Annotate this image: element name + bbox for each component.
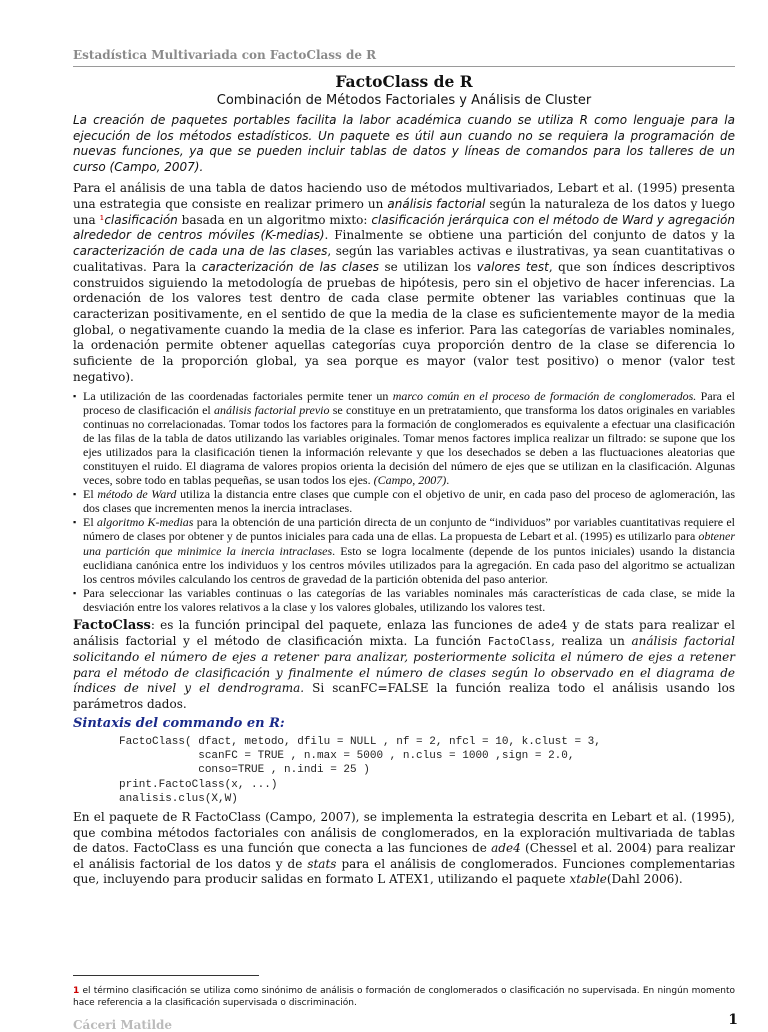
emphasis: marco común en el proceso de formación de conglomerados. <box>392 388 697 403</box>
text-run: se utilizan los <box>379 259 477 274</box>
emphasis: clasificación <box>104 212 178 227</box>
closing-paragraph <box>73 810 735 888</box>
abstract: La creación de paquetes portables facilita la labor académica cuando se utiliza R como lenguaje para la ejecución de los métodos estadísticos. Un paquete es útil aun cuando no se requiera la programación de nuevas funciones, ya que se pueden incluir tablas de datos y líneas de comandos para los talleres de un curso (Campo, 2007). <box>73 113 735 174</box>
footnote-text: el término clasificación se utiliza como sinónimo de análisis o formación de conglomerados o clasificación no supervisada. En ningún momento hace referencia a la clasificación supervisada o discriminación. <box>73 986 735 1008</box>
list-item <box>73 487 735 515</box>
list-item <box>73 389 735 488</box>
code-block <box>119 735 735 806</box>
emphasis: valores test <box>476 259 549 274</box>
footnote <box>73 985 735 1009</box>
text-run: . <box>446 473 450 488</box>
text-run: (Dahl 2006). <box>606 872 683 887</box>
text-run: Para seleccionar las variables continuas o las categorías de las variables nominales más características de cada clase, se mide la desviación entre los valores relativos a la clase y los valores globales, utilizando los valores test. <box>83 585 735 614</box>
emphasis: ade4 <box>491 841 521 856</box>
footnote-rule <box>73 975 259 976</box>
text-run: Para el análisis de una tabla de datos haciendo uso de métodos multivariados, Lebart et al. (1995) presenta una estrategia que consiste en realizar primero un <box>73 181 735 212</box>
code-line: FactoClass( dfact, metodo, dfilu = NULL , nf = 2, nfcl = 10, k.clust = 3, <box>119 736 601 749</box>
text-run: El <box>83 487 98 502</box>
emphasis: análisis factorial solicitando el número de ejes a retener para analizar, posteriormente solicita el número de ejes a retener para el método de clasificación y finalmente el número de clases según lo observado en el diagrama de índices de nivel y el dendrograma. <box>73 633 735 696</box>
code-line: scanFC = TRUE , n.max = 5000 , n.clus = 1000 ,sign = 2.0, <box>119 750 575 763</box>
code-line: analisis.clus(X,W) <box>119 792 238 805</box>
text-run: , según las variables activas e ilustrativas, ya sean cuantitativas o cualitativas. Para la <box>73 244 735 274</box>
text-run: para el análisis de conglomerados. Funciones complementarias que, incluyendo para producir salidas en formato L ATEX1, utilizando el paquete <box>73 856 735 887</box>
page-body <box>73 48 735 888</box>
code-line: conso=TRUE , n.indi = 25 ) <box>119 764 370 777</box>
emphasis: (Campo, 2007) <box>373 473 447 488</box>
intro-paragraph <box>73 181 735 385</box>
document-title: FactoClass de R <box>335 72 473 91</box>
term-factoclass: FactoClass <box>73 618 151 634</box>
emphasis: análisis factorial <box>387 197 486 212</box>
text-run: : es la función principal del paquete, enlaza las funciones de ade4 y de stats para realizar el análisis factorial y el método de clasificación mixta. La función <box>73 618 735 648</box>
emphasis: obtener una partición que minimice la inercia intraclases <box>83 529 735 558</box>
text-run: La utilización de las coordenadas factoriales permite tener un <box>83 388 393 403</box>
emphasis: método de Ward <box>97 487 177 502</box>
text-run: , realiza un <box>551 633 632 648</box>
emphasis: caracterización de cada una de las clases <box>73 244 328 259</box>
text-run: utiliza la distancia entre clases que cumple con el objetivo de unir, en cada paso del proceso de aglomeración, las dos clases que incrementen menos la inercia intraclases. <box>83 487 735 516</box>
emphasis: caracterización de las clases <box>201 259 380 274</box>
emphasis: stats <box>307 856 337 871</box>
bullet-list <box>73 389 735 615</box>
footnote-number: 1 <box>73 986 80 996</box>
text-run: Para el proceso de clasificación el <box>83 388 735 417</box>
page-number: 1 <box>728 1012 738 1028</box>
text-run: según la naturaleza de los datos y luego una <box>73 197 736 227</box>
running-header: Estadística Multivariada con FactoClass de R <box>73 48 735 67</box>
text-run: basada en un algoritmo mixto: <box>177 212 372 227</box>
factoclass-paragraph <box>73 618 735 712</box>
footnote-marker[interactable]: ¹ <box>99 212 105 227</box>
syntax-heading: Sintaxis del commando en R: <box>73 716 285 732</box>
text-run: se constituye en un pretratamiento, que transforma los datos originales en variables continuas no correlacionadas. Tomar todos los factores para la formación de conglomerados es equivalente a efectuar una clasificación de las filas de la tabla de datos utilizando las variables originales. Tomar menos factores implica realizar un filtrado: se supone que los ejes utilizados para la clasificación tienen la información relevante y que los desechados se deben a las fluctuaciones aleatorias que constituyen el ruido. El diagrama de valores propios orienta la decisión del número de ejes que se utilizan en la clasificación. Algunas veces, sobre todo en tablas pequeñas, se usan todos los ejes. <box>83 402 735 488</box>
text-run: En el paquete de R FactoClass (Campo, 2007), se implementa la estrategia descrita en Lebart et al. (1995), que combina métodos factoriales con análisis de conglomerados, en la exploración multivariada de tablas de datos. FactoClass es una función que conecta a las funciones de <box>73 810 735 856</box>
code-line: print.FactoClass(x, ...) <box>119 778 278 791</box>
text-run: (Chessel et al. 2004) para realizar el análisis factorial de los datos y de <box>73 841 735 871</box>
document-subtitle: Combinación de Métodos Factoriales y Análisis de Cluster <box>216 93 592 108</box>
text-run: . Esto se logra localmente (depende de los puntos iniciales) usando la distancia euclidiana canónica entre los individuos y los centros móviles utilizados para la agregación. En cada paso del algoritmo se actualizan los centros móviles calculando los centros de gravedad de la partición obtenida del paso anterior. <box>83 543 735 586</box>
emphasis: clasificación jerárquica con el método de Ward y agregación alrededor de centros móviles (K-medias) <box>73 212 735 243</box>
inline-code: FactoClass <box>487 635 552 648</box>
emphasis: análisis factorial previo <box>214 402 330 417</box>
text-run: . Finalmente se obtiene una partición del conjunto de datos y la <box>324 228 735 243</box>
list-item <box>73 515 735 585</box>
list-item <box>73 586 735 614</box>
text-run: , que son índices descriptivos construidos siguiendo la metodología de pruebas de hipótesis, pero sin el objetivo de hacer inferencias. La ordenación de los valores test dentro de cada clase permite obtener las variables continuas que la caracterizan positivamente, en el sentido de que la media de la clase es suficientemente mayor de la media global, o negativamente cuando la media de la clase es inferior. Para las categorías de variables nominales, la ordenación permite obtener aquellas categorías cuya proporción dentro de la clase se diferencia lo suficiente de la proporción global, ya sea porque es mayor (valor test positivo) o menor (valor test negativo). <box>73 259 735 384</box>
emphasis: xtable <box>569 872 607 887</box>
text-run: para la obtención de una partición directa de un conjunto de “individuos” por variables cuantitativas requiere el número de clases por obtener y de puntos iniciales para cada una de ellas. La propuesta de Lebart et al. (1995) es utilizarlo para <box>83 515 735 544</box>
emphasis: algoritmo K-medias <box>96 515 194 530</box>
footer-author: Cáceri Matilde <box>73 1018 173 1032</box>
text-run: El <box>83 515 97 530</box>
text-run: Si scanFC=FALSE la función realiza todo el análisis usando los parámetros dados. <box>73 681 735 711</box>
